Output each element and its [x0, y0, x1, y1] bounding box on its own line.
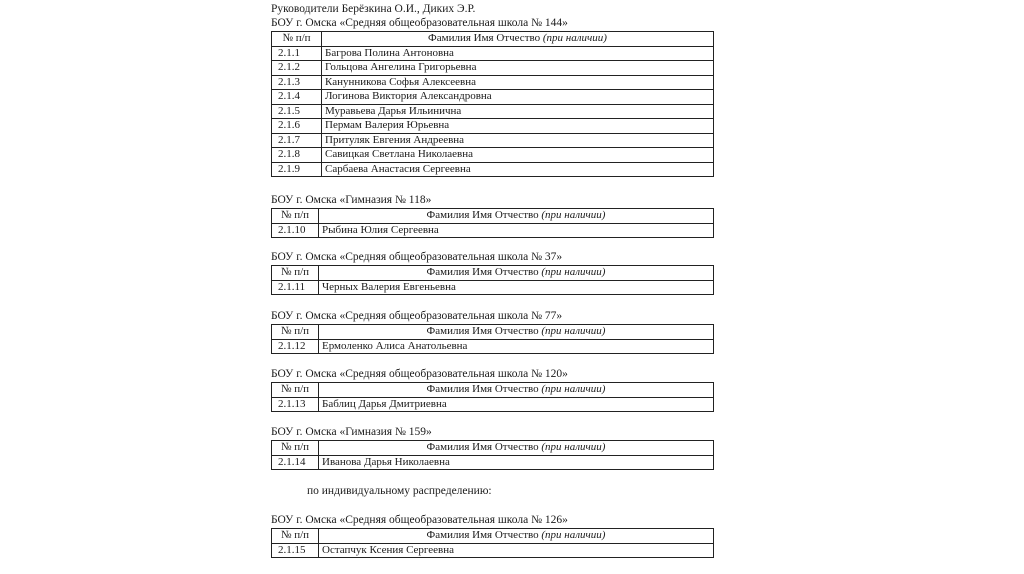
- col-name-header: Фамилия Имя Отчество (при наличии): [319, 325, 714, 340]
- col-num-header: № п/п: [272, 325, 319, 340]
- table-row: 2.1.15 Остапчук Ксения Сергеевна: [272, 543, 714, 558]
- table-row: 2.1.6 Пермам Валерия Юрьевна: [272, 119, 714, 134]
- col-name-header: Фамилия Имя Отчество (при наличии): [319, 383, 714, 398]
- table-header-row: [272, 209, 714, 224]
- distribution-note: по индивидуальному распределению:: [307, 485, 492, 497]
- school-title: БОУ г. Омска «Гимназия № 118»: [271, 194, 432, 206]
- table-row: 2.1.5 Муравьева Дарья Ильинична: [272, 104, 714, 119]
- table-header-row: [272, 266, 714, 281]
- table-header-row: [272, 325, 714, 340]
- document-page: [271, 0, 715, 574]
- col-num-header: № п/п: [272, 209, 319, 224]
- col-name-header: Фамилия Имя Отчество (при наличии): [319, 529, 714, 544]
- supervisors-line: Руководители Берёзкина О.И., Диких Э.Р.: [271, 3, 476, 15]
- students-table: [271, 31, 714, 177]
- table-row: 2.1.2 Гольцова Ангелина Григорьевна: [272, 61, 714, 76]
- table-header-row: [272, 441, 714, 456]
- col-name-header: Фамилия Имя Отчество (при наличии): [322, 32, 714, 47]
- students-table: [271, 265, 714, 295]
- table-row: 2.1.12 Ермоленко Алиса Анатольевна: [272, 339, 714, 354]
- students-table: [271, 324, 714, 354]
- table-row: 2.1.3 Канунникова Софья Алексеевна: [272, 75, 714, 90]
- school-title: БОУ г. Омска «Гимназия № 159»: [271, 426, 432, 438]
- table-header-row: [272, 32, 714, 47]
- col-name-header: Фамилия Имя Отчество (при наличии): [319, 441, 714, 456]
- table-row: 2.1.13 Баблиц Дарья Дмитриевна: [272, 397, 714, 412]
- table-row: 2.1.11 Черных Валерия Евгеньевна: [272, 280, 714, 295]
- students-table: [271, 208, 714, 238]
- col-name-header: Фамилия Имя Отчество (при наличии): [319, 266, 714, 281]
- table-row: 2.1.9 Сарбаева Анастасия Сергеевна: [272, 162, 714, 177]
- school-title: БОУ г. Омска «Средняя общеобразовательная школа № 144»: [271, 17, 568, 29]
- table-header-row: [272, 529, 714, 544]
- school-title: БОУ г. Омска «Средняя общеобразовательная школа № 37»: [271, 251, 563, 263]
- table-row: 2.1.14 Иванова Дарья Николаевна: [272, 455, 714, 470]
- school-title: БОУ г. Омска «Средняя общеобразовательная школа № 120»: [271, 368, 568, 380]
- students-table: [271, 528, 714, 558]
- school-title: БОУ г. Омска «Средняя общеобразовательная школа № 77»: [271, 310, 563, 322]
- table-row: 2.1.1 Багрова Полина Антоновна: [272, 46, 714, 61]
- table-row: 2.1.10 Рыбина Юлия Сергеевна: [272, 223, 714, 238]
- col-num-header: № п/п: [272, 529, 319, 544]
- col-num-header: № п/п: [272, 441, 319, 456]
- table-row: 2.1.4 Логинова Виктория Александровна: [272, 90, 714, 105]
- school-title: БОУ г. Омска «Средняя общеобразовательная школа № 126»: [271, 514, 568, 526]
- col-name-header: Фамилия Имя Отчество (при наличии): [319, 209, 714, 224]
- students-table: [271, 440, 714, 470]
- table-row: 2.1.7 Притуляк Евгения Андреевна: [272, 133, 714, 148]
- students-table: [271, 382, 714, 412]
- col-num-header: № п/п: [272, 383, 319, 398]
- col-num-header: № п/п: [272, 266, 319, 281]
- table-header-row: [272, 383, 714, 398]
- col-num-header: № п/п: [272, 32, 322, 47]
- table-row: 2.1.8 Савицкая Светлана Николаевна: [272, 148, 714, 163]
